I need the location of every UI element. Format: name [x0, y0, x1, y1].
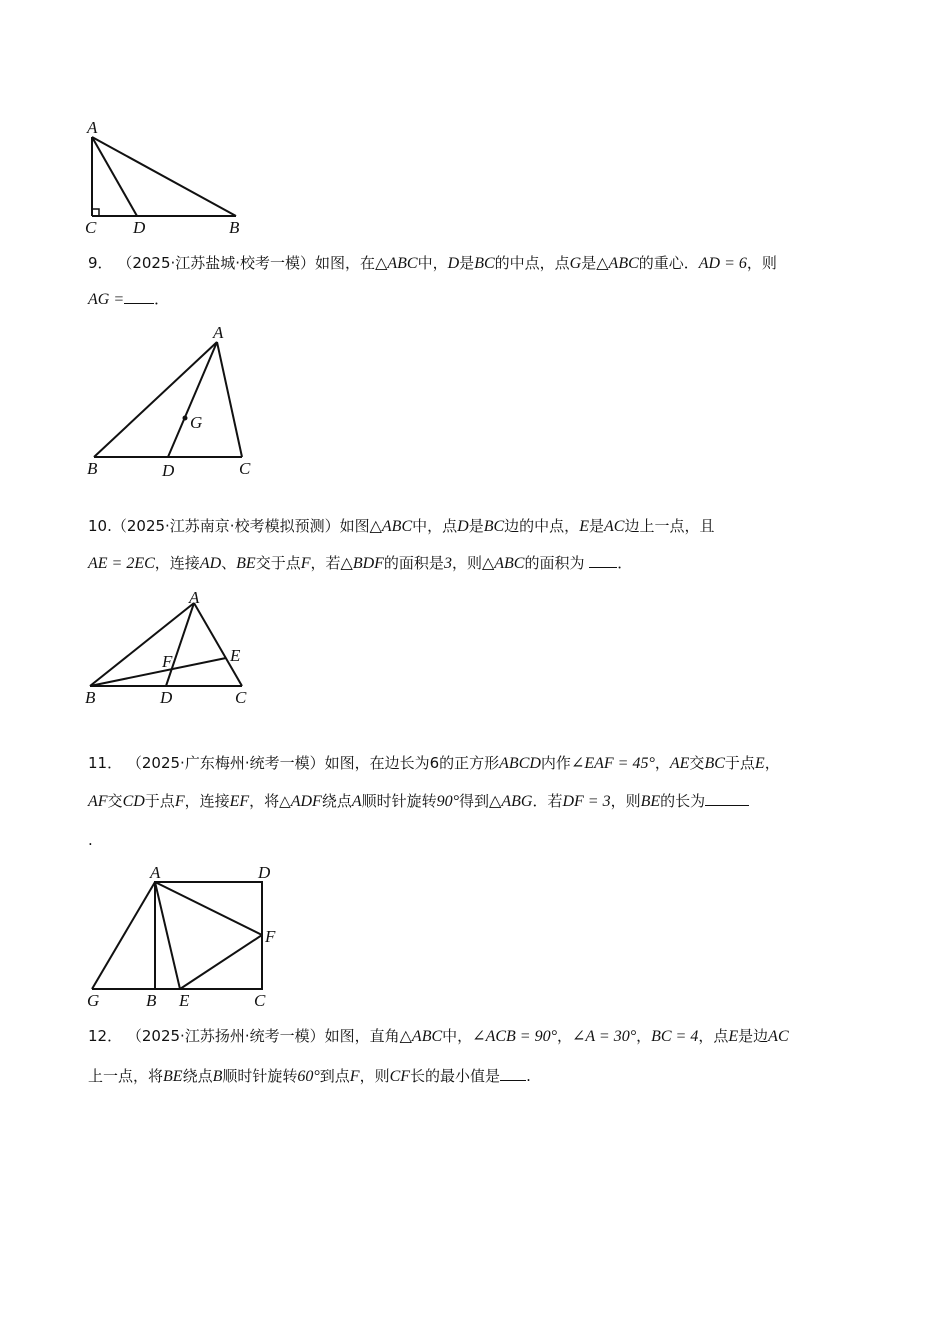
segment-ab [94, 342, 217, 457]
label-d: D [133, 218, 146, 237]
answer-blank [500, 1066, 526, 1081]
question-source: （2025·江苏南京·校考模拟预测） [111, 517, 340, 535]
label-a: A [213, 323, 224, 342]
question-number: 9． [88, 254, 113, 272]
question-source: （2025·江苏盐城·校考一模） [117, 254, 316, 272]
question-11-line-2: AF交CD于点F，连接EF，将△ADF绕点A顺时针旋转90°得到△ABG．若DF = 3，则BE的长为 [88, 791, 749, 812]
question-number: 12． [88, 1027, 123, 1045]
label-d: D [160, 688, 173, 707]
segment-af [155, 882, 262, 935]
label-a: A [150, 863, 161, 882]
segment-ac [194, 603, 242, 686]
label-d: D [258, 863, 271, 882]
label-a: A [87, 118, 98, 137]
question-11-line-3: . [88, 831, 93, 849]
question-9-line-2: AG = ． [88, 290, 170, 308]
label-c: C [235, 688, 247, 707]
label-d: D [162, 461, 175, 480]
segment-ae [155, 882, 180, 989]
answer-blank [589, 553, 617, 568]
figure-triangle-centroid [82, 320, 262, 485]
label-f: F [162, 652, 173, 671]
label-e: E [179, 991, 190, 1010]
label-c: C [254, 991, 266, 1010]
question-9-line-1: 9． （2025·江苏盐城·校考一模）如图，在△ABC中，D是BC的中点，点G是△ABC的重心．AD = 6，则 [88, 254, 777, 272]
question-12-line-1: 12． （2025·江苏扬州·统考一模）如图，直角△ABC中，∠ACB = 90°，∠A = 30°，BC = 4，点E是边AC [88, 1027, 789, 1045]
label-g: G [190, 413, 203, 432]
label-c: C [239, 459, 251, 478]
question-10-line-1: 10.（2025·江苏南京·校考模拟预测）如图△ABC中，点D是BC边的中点，E是AC边上一点，且 [88, 517, 715, 535]
label-b: B [87, 459, 98, 478]
segment-ab [90, 603, 194, 686]
question-12-line-2: 上一点，将BE绕点B顺时针旋转60°到点F，则CF长的最小值是 . [88, 1067, 531, 1085]
question-number: 11． [88, 754, 123, 772]
question-source: （2025·广东梅州·统考一模） [126, 754, 325, 772]
figure-triangle-intersection [82, 585, 262, 710]
segment-ag [92, 882, 155, 989]
label-f: F [265, 927, 276, 946]
question-number: 10. [88, 517, 112, 535]
square-abcd [155, 882, 262, 989]
question-11-line-1: 11． （2025·广东梅州·统考一模）如图，在边长为6的正方形ABCD内作∠EAF = 45°，AE交BC于点E， [88, 754, 780, 772]
right-angle-mark [92, 209, 99, 216]
segment-ac [217, 342, 242, 457]
question-10-line-2: AE = 2EC，连接AD、BE交于点F，若△BDF的面积是3，则△ABC的面积为 ． [88, 554, 633, 572]
label-a: A [189, 588, 200, 607]
centroid-point-g [183, 416, 188, 421]
label-c: C [85, 218, 97, 237]
segment-ad [168, 342, 217, 457]
figure-square-rotation [82, 858, 292, 1013]
answer-blank [124, 289, 154, 304]
label-g: G [87, 991, 100, 1010]
figure-right-triangle-acd [82, 115, 252, 240]
question-source: （2025·江苏扬州·统考一模） [126, 1027, 325, 1045]
segment-ef [180, 935, 262, 989]
segment-be [90, 658, 226, 686]
answer-blank [705, 791, 749, 806]
label-e: E [230, 646, 241, 665]
label-b: B [146, 991, 157, 1010]
label-b: B [85, 688, 96, 707]
label-b: B [229, 218, 240, 237]
